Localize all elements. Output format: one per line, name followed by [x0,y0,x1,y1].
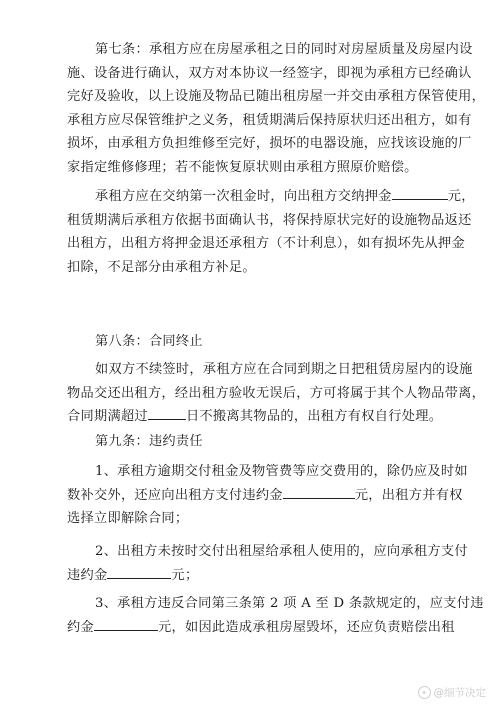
text-line: 2、出租方未按时交付出租屋给承租人使用的，应向承租方支付 [95,544,468,559]
article-8-heading: 第八条：合同终止 [95,334,203,349]
text-line [67,484,463,508]
article-9-heading: 第九条：违约责任 [95,434,203,449]
article-8-paragraph [67,358,486,429]
deposit-paragraph [67,185,475,279]
text-line [95,185,475,209]
text-fragment: 元，如因此造成承租房屋毁坏，还应负责赔偿出租 [157,619,455,635]
text-line: 1、承租方逾期交付租金及物管费等应交费用的，除仍应及时如 [95,464,468,479]
text-line: 租赁期满后承租方依据书面确认书，将保持原状完好的设施物品返还 [67,212,472,228]
text-fragment: 元，出租方并有权 [354,487,463,503]
breach-item-1 [67,460,468,531]
text-fragment: 约金 [67,619,94,635]
text-fragment: 元； [171,567,199,583]
text-line: 如双方不续签时，承租方应在合同到期之日把租赁房屋内的设施 [95,362,473,377]
breach-item-2 [67,540,468,587]
breach-item-3 [67,592,484,639]
penalty-amount-blank [283,484,355,499]
text-line: 第七条：承租方应在房屋承租之日的同时对房屋质量及房屋内设 [95,42,473,57]
deposit-amount-blank [392,185,448,200]
watermark-text: @细节决定 [433,687,486,699]
text-line [67,405,445,429]
days-blank [148,405,186,420]
text-line: 扣除，不足部分由承租方补足。 [67,259,256,275]
text-line: 3、承租方违反合同第三条第 2 项 A 至 D 条款规定的，应支付违 [95,596,484,611]
text-line: 出租方，出租方将押金退还承租方（不计利息），如有损坏先从押金 [67,236,466,252]
text-line: 家指定维修修理；若不能恢复原状则由承租方照原价赔偿。 [67,159,418,175]
text-line: 承租方应尽保管维护之义务，租赁期满后保持原状归还出租方，如有 [67,112,472,128]
text-line [67,616,455,640]
watermark [418,685,487,700]
deposit-text: 承租方应在交纳第一次租金时，向出租方交纳押金 [95,189,392,204]
text-line: 物品交还出租方，经出租方验收无误后，方可将属于其个人物品带离， [67,385,486,401]
toutiao-logo-icon: ✦ [418,686,431,699]
termination-text: 合同期满超过 [67,409,148,425]
deposit-unit: 元， [447,189,475,204]
text-line [67,564,445,588]
text-line: 损坏，由承租方负担维修至完好，损坏的电器设施，应找该设施的厂 [67,136,472,152]
text-line: 选择立即解除合同； [67,511,189,527]
penalty-amount-blank [107,564,171,579]
penalty-amount-blank [94,616,158,631]
text-line: 施、设备进行确认，双方对本协议一经签字，即视为承租方已经确认 [67,65,472,81]
article-7-paragraph [67,38,486,180]
text-fragment: 数补交外，还应向出租方支付违约金 [67,487,283,503]
termination-text-cont: 日不搬离其物品的，出租方有权自行处理。 [185,409,443,425]
text-fragment: 违约金 [67,567,108,583]
text-line: 完好及验收，以上设施及物品已随出租房屋一并交由承租方保管使用， [67,89,486,105]
